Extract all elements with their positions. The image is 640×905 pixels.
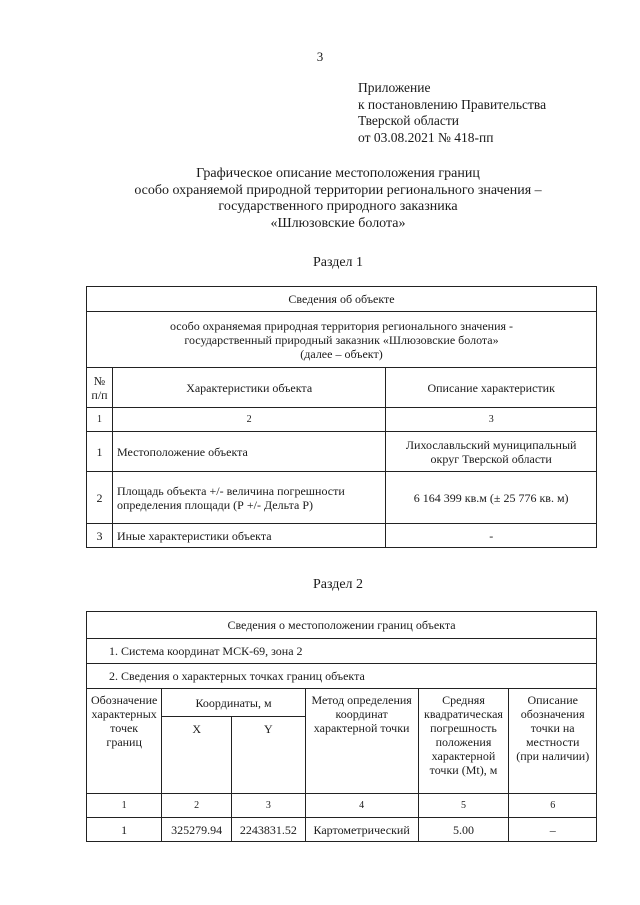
table1-header: Сведения об объекте (87, 287, 597, 312)
col-number: 3 (386, 408, 597, 432)
point-error: 5.00 (418, 818, 509, 842)
page-number: 3 (316, 49, 324, 64)
col-number: 5 (418, 794, 509, 818)
object-description (87, 312, 597, 368)
col-number: 2 (162, 794, 232, 818)
points-header: 2. Сведения о характерных точках границ объекта (87, 664, 597, 689)
col-header-description: Описание характеристик (386, 368, 597, 408)
point-x: 325279.94 (162, 818, 232, 842)
col-header-error: Средняя квадратическая погрешность положения характерной точки (Мt), м (418, 689, 509, 794)
row-characteristic: Местоположение объекта (112, 432, 385, 472)
appendix-line: к постановлению Правительства (358, 96, 547, 112)
object-line: особо охраняемая природная территория регионального значения - (169, 318, 514, 333)
table-row (87, 472, 597, 524)
col-header-point: Обозначение характерных точек границ (87, 689, 162, 794)
title-line: Графическое описание местоположения границ (196, 166, 480, 181)
row-description: - (386, 524, 597, 548)
row-num: 2 (87, 472, 113, 524)
appendix-line: Тверской области (358, 113, 459, 128)
object-line: (далее – объект) (300, 346, 383, 361)
point-method: Картометрический (305, 818, 418, 842)
coord-system: 1. Система координат МСК-69, зона 2 (87, 639, 597, 664)
table-row (87, 432, 597, 472)
boundary-points-table (86, 611, 597, 842)
row-description: Лихославльский муниципальный округ Тверской области (386, 432, 597, 472)
object-info-table (86, 286, 597, 548)
point-description: – (509, 818, 597, 842)
title-line: «Шлюзовские болота» (270, 215, 406, 231)
col-number: 1 (87, 794, 162, 818)
col-header-coords: Координаты, м (162, 689, 305, 717)
col-header-point-description: Описание обозначения точки на местности (при наличии) (509, 689, 597, 794)
point-y: 2243831.52 (232, 818, 306, 842)
table-row (87, 818, 597, 842)
col-header-method: Метод определения координат характерной точки (305, 689, 418, 794)
object-line: государственный природный заказник «Шлюзовские болота» (184, 332, 499, 347)
col-header-y: Y (232, 717, 306, 794)
section1-label: Раздел 1 (312, 255, 364, 270)
row-num: 3 (87, 524, 113, 548)
appendix-block (358, 80, 546, 146)
col-header-x: X (162, 717, 232, 794)
col-number: 6 (509, 794, 597, 818)
title-line: государственного природного заказника (218, 199, 458, 214)
row-num: 1 (87, 432, 113, 472)
col-number: 4 (305, 794, 418, 818)
row-description: 6 164 399 кв.м (± 25 776 кв. м) (386, 472, 597, 524)
row-characteristic: Иные характеристики объекта (112, 524, 385, 548)
appendix-line: от 03.08.2021 № 418-пп (358, 129, 494, 145)
col-number: 1 (87, 408, 113, 432)
title-line: особо охраняемой природной территории регионального значения – (134, 182, 542, 198)
table2-header: Сведения о местоположении границ объекта (87, 612, 597, 639)
col-header-num: № п/п (87, 368, 113, 408)
col-number: 2 (112, 408, 385, 432)
appendix-line: Приложение (358, 80, 431, 95)
section2-label: Раздел 2 (312, 577, 364, 592)
row-characteristic: Площадь объекта +/- величина погрешности определения площади (Р +/- Дельта Р) (112, 472, 385, 524)
document-title (0, 166, 640, 232)
point-id: 1 (87, 818, 162, 842)
table-row (87, 524, 597, 548)
col-header-characteristic: Характеристики объекта (112, 368, 385, 408)
col-number: 3 (232, 794, 306, 818)
